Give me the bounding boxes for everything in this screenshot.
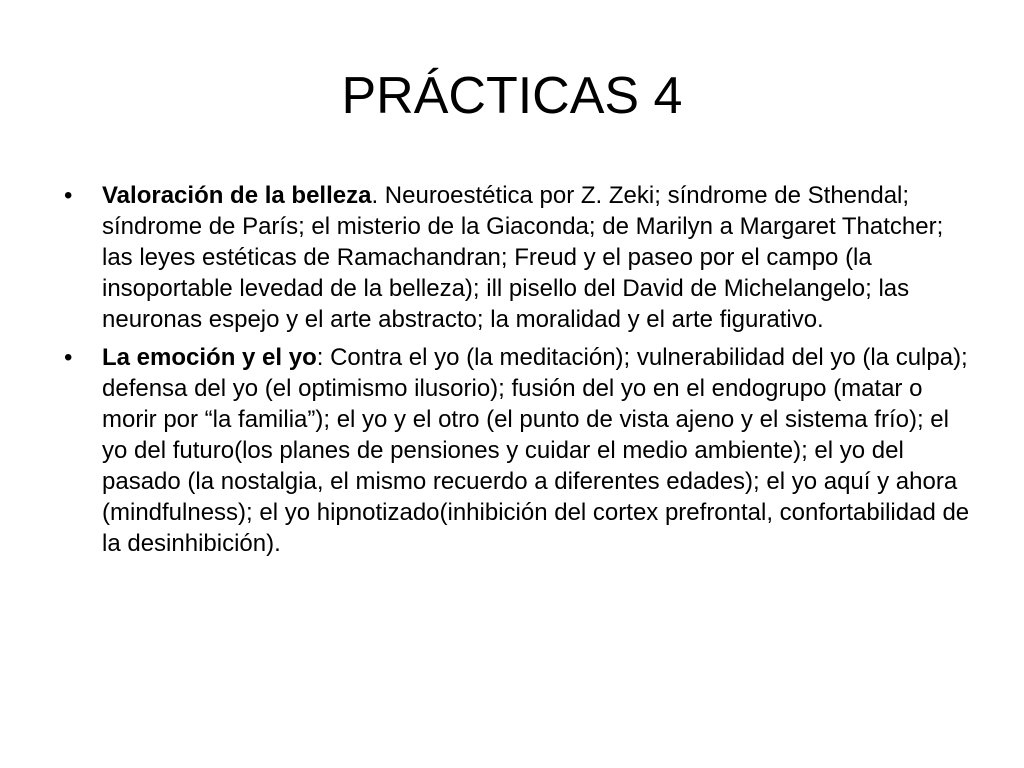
bullet-dot-icon: • xyxy=(64,182,73,209)
slide-title: PRÁCTICAS 4 xyxy=(341,67,683,125)
bullet-text: . Neuroestética por Z. Zeki; síndrome de Sthendal; síndrome de París; el misterio de la Giaconda; de Marilyn a Margaret Thatcher; las leyes estéticas de Ramachandran; Freud y el paseo por el campo (la insoportable levedad de la belleza); ill pisello del David de Michelangelo; las neuronas espejo y el arte abstracto; la moralidad y el arte figurativo. xyxy=(102,182,944,333)
bullet-heading: Valoración de la belleza xyxy=(102,182,372,209)
bullet-dot-icon: • xyxy=(64,344,73,371)
slide-body xyxy=(60,180,970,566)
bullet-heading: La emoción y el yo xyxy=(102,344,317,371)
bullet-item-belleza xyxy=(60,180,970,335)
bullet-list xyxy=(60,180,970,559)
bullet-item-emocion xyxy=(60,342,970,559)
bullet-text: : Contra el yo (la meditación); vulnerabilidad del yo (la culpa); defensa del yo (el optimismo ilusorio); fusión del yo en el endogrupo (matar o morir por “la familia”); el yo y el otro (el punto de vista ajeno y el sistema frío); el yo del futuro(los planes de pensiones y cuidar el medio ambiente); el yo del pasado (la nostalgia, el mismo recuerdo a diferentes edades); el yo aquí y ahora (mindfulness); el yo hipnotizado(inhibición del cortex prefrontal, confortabilidad de la desinhibición). xyxy=(102,344,970,557)
